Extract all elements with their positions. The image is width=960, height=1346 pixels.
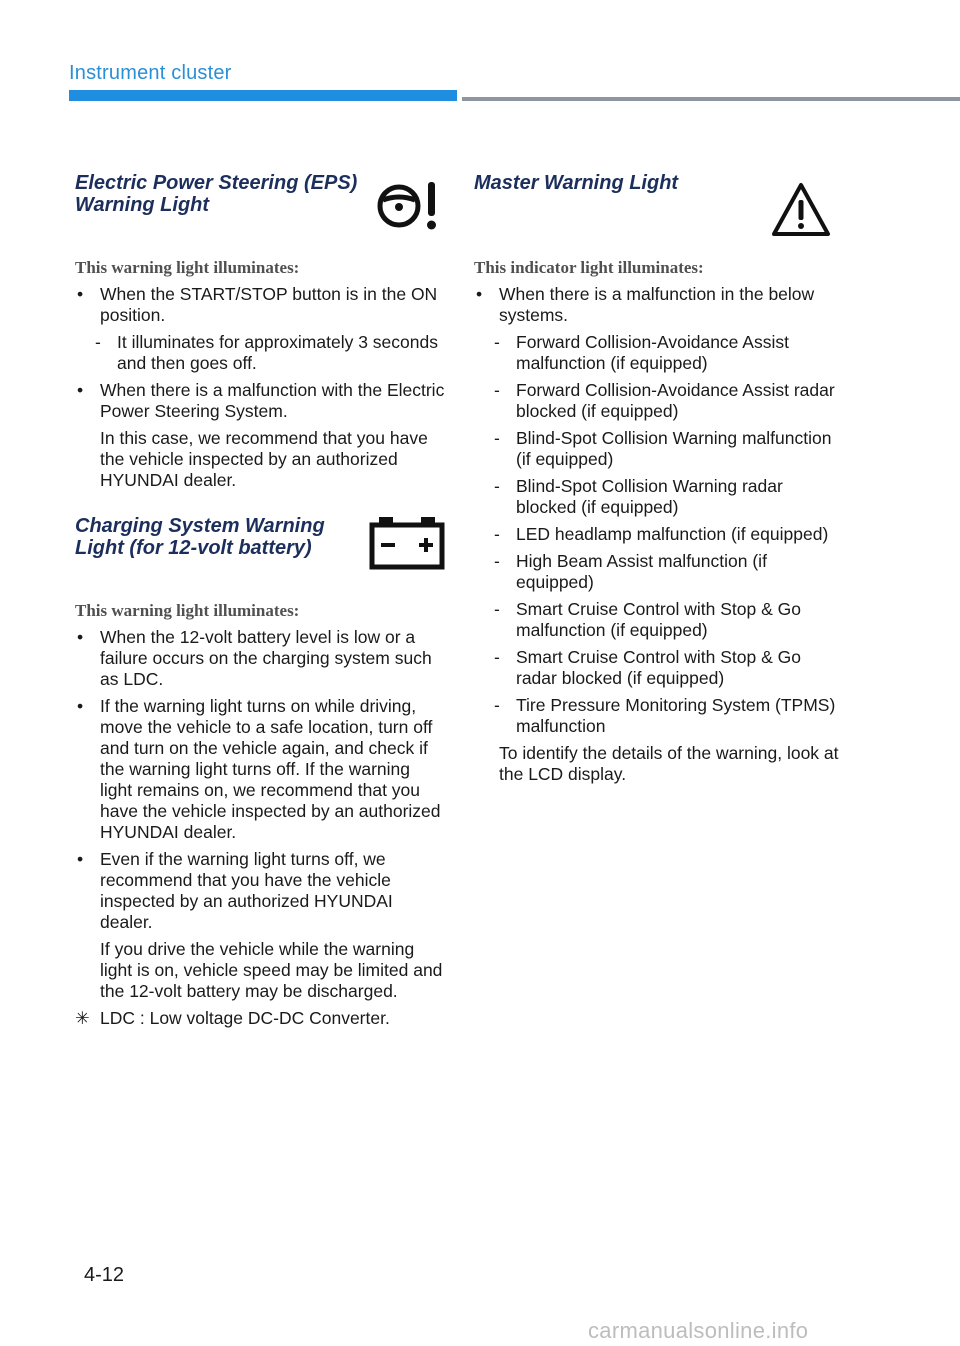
charging-note-text: LDC : Low voltage DC-DC Converter. [100, 1008, 390, 1028]
eps-title: Electric Power Steering (EPS) Warning Light [75, 172, 358, 216]
eps-warning-icon [375, 172, 445, 234]
master-sub-item [474, 524, 844, 545]
master-title: Master Warning Light [474, 172, 679, 194]
charging-bullet-3 [75, 849, 445, 933]
master-sub-text: Blind-Spot Collision Warning radar blocked (if equipped) [516, 476, 783, 517]
battery-warning-icon [369, 515, 445, 571]
master-sub-item [474, 428, 844, 470]
master-sub-text: Tire Pressure Monitoring System (TPMS) malfunction [516, 695, 836, 736]
dash-mark: - [494, 599, 500, 619]
master-intro: This indicator light illuminates: [474, 258, 704, 277]
eps-bullet-1-sub [75, 332, 445, 374]
right-column [474, 168, 844, 791]
master-sub-item [474, 380, 844, 422]
charging-bullet-1-text: When the 12-volt battery level is low or a failure occurs on the charging system such as LDC. [100, 627, 432, 689]
dash-mark: - [494, 524, 500, 544]
bullet-mark: • [77, 696, 84, 716]
header-rule-blue [69, 90, 457, 101]
dash-mark: - [494, 332, 500, 352]
section-gap [75, 497, 445, 511]
charging-bullet-1 [75, 627, 445, 690]
master-sub-text: Blind-Spot Collision Warning malfunction (if equipped) [516, 428, 832, 469]
bullet-mark: • [77, 849, 84, 869]
master-sub-item [474, 332, 844, 374]
master-sub-text: LED headlamp malfunction (if equipped) [516, 524, 829, 544]
charging-section-header [75, 515, 445, 595]
watermark: carmanualsonline.info [588, 1318, 809, 1343]
charging-title: Charging System Warning Light (for 12-volt battery) [75, 515, 325, 559]
header-rule-gray [462, 97, 960, 101]
bullet-mark: • [77, 627, 84, 647]
dash-mark: - [494, 476, 500, 496]
eps-section-header [75, 172, 445, 252]
dash-mark: - [494, 551, 500, 571]
master-para: To identify the details of the warning, look at the LCD display. [499, 743, 839, 784]
eps-bullet-1-sub-text: It illuminates for approximately 3 seconds and then goes off. [117, 332, 438, 373]
master-sub-item [474, 551, 844, 593]
eps-bullet-1 [75, 284, 445, 326]
bullet-mark: • [77, 380, 84, 400]
master-warning-icon [770, 180, 832, 240]
master-sub-text: High Beam Assist malfunction (if equipped) [516, 551, 767, 592]
master-sub-text: Smart Cruise Control with Stop & Go radar blocked (if equipped) [516, 647, 801, 688]
eps-bullet-2-para: In this case, we recommend that you have the vehicle inspected by an authorized HYUNDAI dealer. [100, 428, 428, 490]
bullet-mark: • [476, 284, 483, 304]
chapter-title: Instrument cluster [69, 62, 232, 84]
eps-bullet-2 [75, 380, 445, 422]
note-star-icon: ✳ [75, 1008, 90, 1028]
bullet-mark: • [77, 284, 84, 304]
dash-mark: - [494, 647, 500, 667]
dash-mark: - [95, 332, 101, 352]
master-section-header [474, 172, 844, 252]
master-sub-text: Smart Cruise Control with Stop & Go malfunction (if equipped) [516, 599, 801, 640]
master-sub-item [474, 695, 844, 737]
left-column [75, 168, 445, 1035]
charging-intro: This warning light illuminates: [75, 601, 300, 620]
master-bullet [474, 284, 844, 326]
dash-mark: - [494, 695, 500, 715]
charging-bullet-3-text: Even if the warning light turns off, we recommend that you have the vehicle inspected by an authorized HYUNDAI dealer. [100, 849, 393, 932]
dash-mark: - [494, 428, 500, 448]
eps-bullet-1-text: When the START/STOP button is in the ON position. [100, 284, 438, 325]
eps-bullet-2-text: When there is a malfunction with the Electric Power Steering System. [100, 380, 445, 421]
eps-intro: This warning light illuminates: [75, 258, 300, 277]
master-sub-item [474, 599, 844, 641]
charging-bullet-2-text: If the warning light turns on while driving, move the vehicle to a safe location, turn off and turn on the vehicle again, and check if the warning light turns off. If the warning light remains on, we recommend that you have the vehicle inspected by an authorized HYUNDAI dealer. [100, 696, 441, 842]
master-sub-item [474, 476, 844, 518]
charging-bullet-3-para: If you drive the vehicle while the warning light is on, vehicle speed may be limited and the 12-volt battery may be discharged. [100, 939, 443, 1001]
charging-note [75, 1008, 445, 1029]
master-bullet-text: When there is a malfunction in the below systems. [499, 284, 815, 325]
dash-mark: - [494, 380, 500, 400]
master-sub-text: Forward Collision-Avoidance Assist radar blocked (if equipped) [516, 380, 835, 421]
charging-bullet-2 [75, 696, 445, 843]
page-number: 4-12 [84, 1264, 125, 1286]
master-sub-text: Forward Collision-Avoidance Assist malfunction (if equipped) [516, 332, 789, 373]
master-sub-item [474, 647, 844, 689]
